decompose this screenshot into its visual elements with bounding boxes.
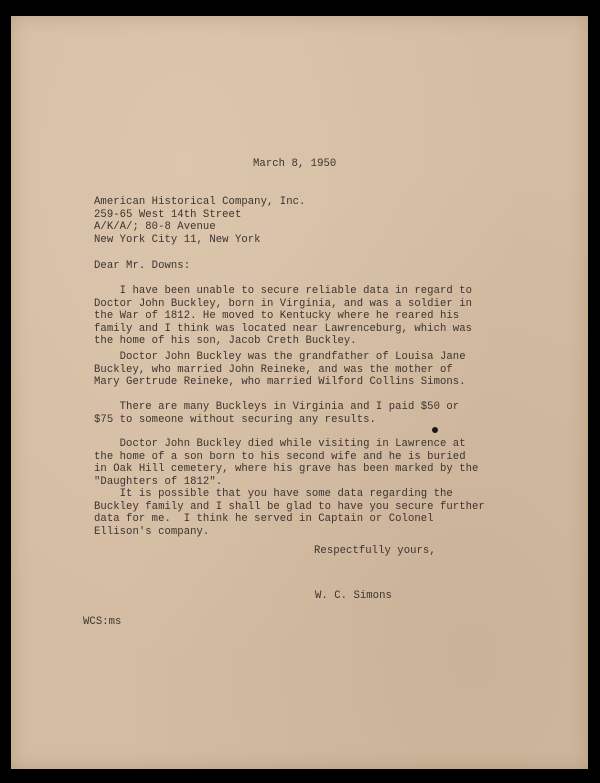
salutation: Dear Mr. Downs:	[94, 260, 191, 272]
body-paragraph: Doctor John Buckley was the grandfather of Louisa Jane Buckley, who married John Reineke, and was the mother of Mary Gertrude Reineke, who married Wilford Collins Simons.	[94, 351, 466, 388]
reference-initials: WCS:ms	[83, 616, 122, 628]
address-line: A/K/A/; 80-8 Avenue	[94, 221, 216, 233]
letter-page	[11, 16, 588, 769]
closing: Respectfully yours,	[314, 545, 436, 557]
body-paragraph: Doctor John Buckley died while visiting in Lawrence at the home of a son born to his second wife and he is buried in Oak Hill cemetery, where his grave has been marked by the "Daughters of 1812".	[94, 438, 479, 488]
ink-blot	[432, 427, 438, 433]
address-line: New York City 11, New York	[94, 233, 261, 246]
address-line: American Historical Company, Inc.	[94, 196, 306, 208]
body-paragraph: There are many Buckleys in Virginia and I paid $50 or $75 to someone without securing any results.	[94, 401, 460, 426]
recipient-address	[94, 196, 305, 246]
letter-date: March 8, 1950	[253, 158, 337, 170]
body-paragraph: It is possible that you have some data regarding the Buckley family and I shall be glad to have you secure further data for me. I think he served in Captain or Colonel Ellison's company.	[94, 488, 485, 538]
address-line: 259-65 West 14th Street	[94, 208, 242, 221]
signature-name: W. C. Simons	[315, 590, 392, 602]
body-paragraph: I have been unable to secure reliable data in regard to Doctor John Buckley, born in Virginia, and was a soldier in the War of 1812. He moved to Kentucky where he reared his family and I think was located near Lawrenceburg, which was the home of his son, Jacob Creth Buckley.	[94, 285, 473, 347]
